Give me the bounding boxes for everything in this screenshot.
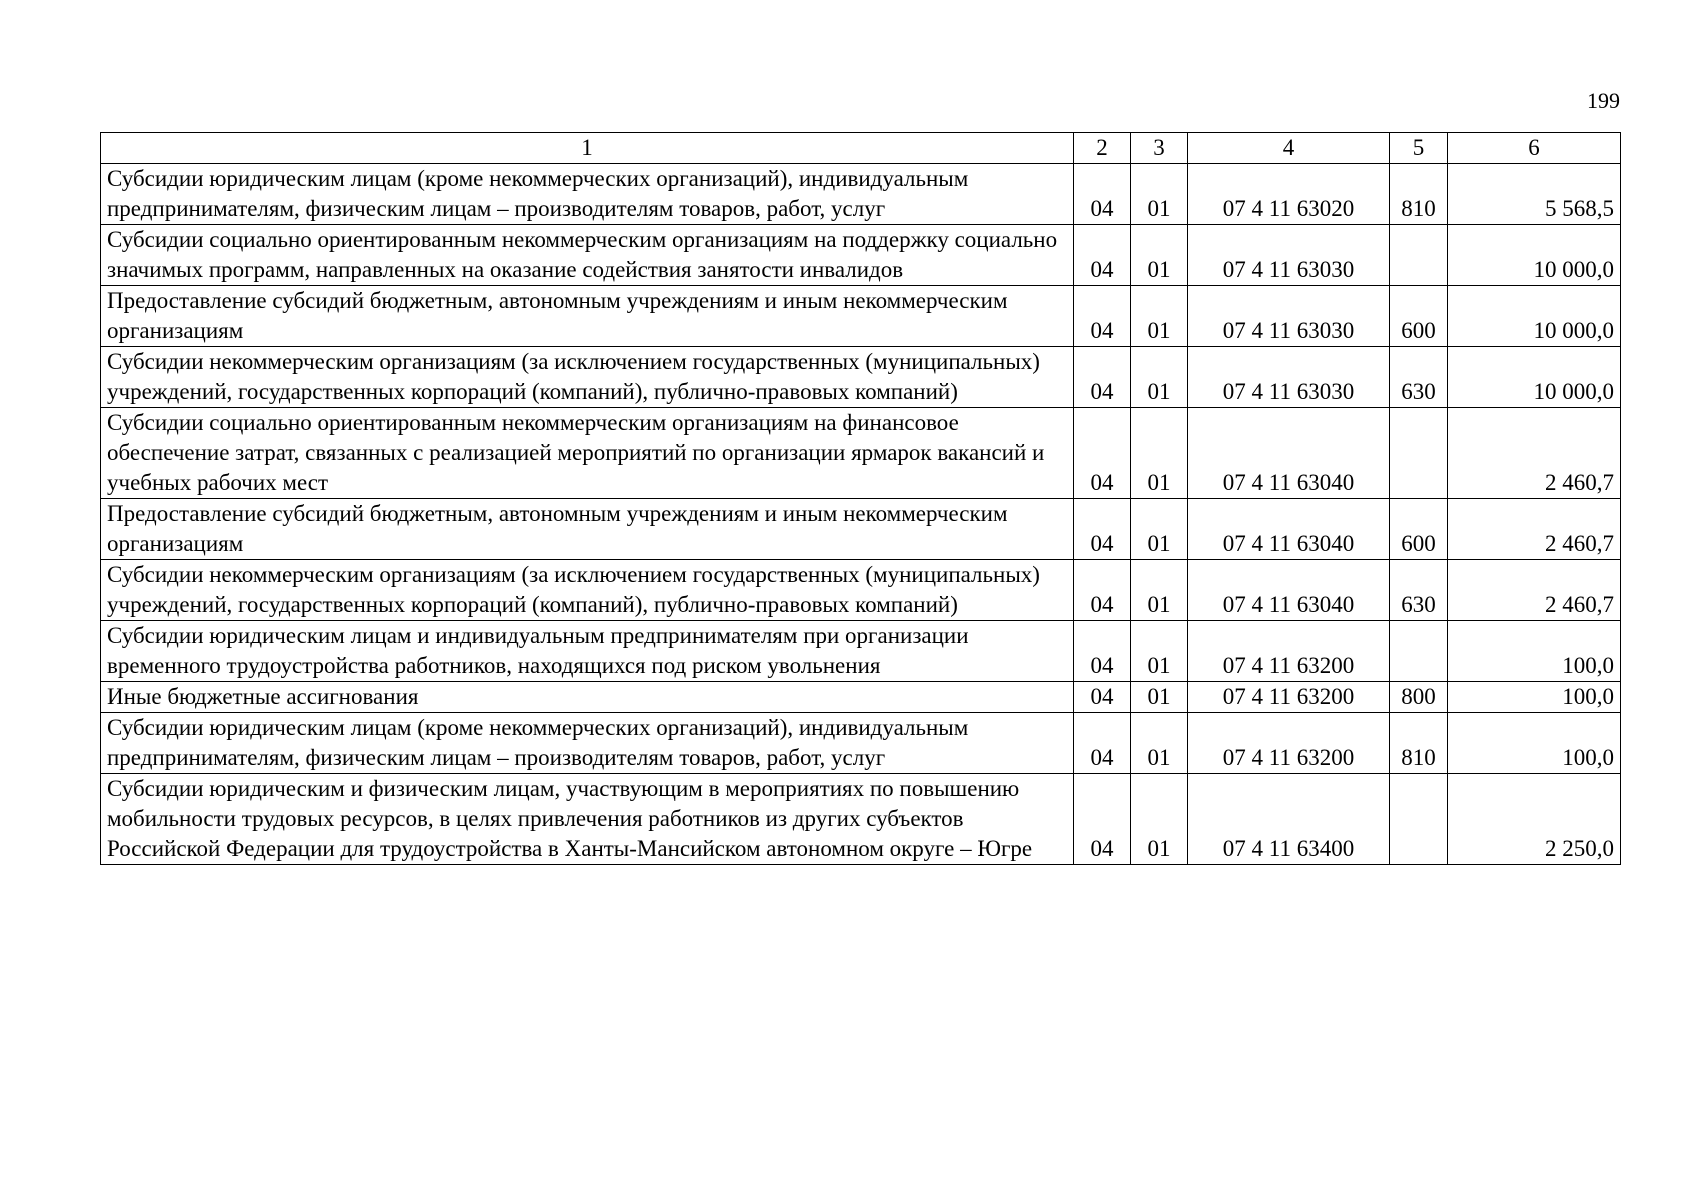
row-name: Предоставление субсидий бюджетным, автономным учреждениям и иным некоммерческим организациям [101,499,1074,560]
row-section: 04 [1074,560,1131,621]
table-body [101,164,1621,865]
row-expense-type: 800 [1390,682,1448,713]
header-col-3: 3 [1131,133,1188,164]
row-name: Субсидии юридическим лицам (кроме некоммерческих организаций), индивидуальным предпринимателям, физическим лицам – производителям товаров, работ, услуг [101,164,1074,225]
row-amount: 2 250,0 [1448,774,1621,865]
row-section: 04 [1074,621,1131,682]
row-subsection: 01 [1131,347,1188,408]
header-row [101,133,1621,164]
row-name: Субсидии юридическим и физическим лицам, участвующим в мероприятиях по повышению мобильности трудовых ресурсов, в целях привлечения работников из других субъектов Российской Федерации для трудоустройства в Ханты-Мансийском автономном округе – Югре [101,774,1074,865]
header-col-4: 4 [1188,133,1390,164]
table-row [101,621,1621,682]
row-target-code: 07 4 11 63400 [1188,774,1390,865]
row-amount: 2 460,7 [1448,560,1621,621]
row-expense-type: 600 [1390,286,1448,347]
row-name: Субсидии юридическим лицам и индивидуальным предпринимателям при организации временного трудоустройства работников, находящихся под риском увольнения [101,621,1074,682]
table-row [101,713,1621,774]
row-amount: 2 460,7 [1448,499,1621,560]
table-row [101,286,1621,347]
row-section: 04 [1074,286,1131,347]
row-expense-type [1390,774,1448,865]
row-name: Субсидии социально ориентированным некоммерческим организациям на поддержку социально значимых программ, направленных на оказание содействия занятости инвалидов [101,225,1074,286]
row-target-code: 07 4 11 63200 [1188,713,1390,774]
row-subsection: 01 [1131,682,1188,713]
row-amount: 100,0 [1448,682,1621,713]
row-section: 04 [1074,499,1131,560]
row-subsection: 01 [1131,774,1188,865]
table-row [101,682,1621,713]
row-subsection: 01 [1131,286,1188,347]
row-name: Иные бюджетные ассигнования [101,682,1074,713]
row-section: 04 [1074,347,1131,408]
row-amount: 10 000,0 [1448,347,1621,408]
row-amount: 10 000,0 [1448,225,1621,286]
row-name: Субсидии юридическим лицам (кроме некоммерческих организаций), индивидуальным предпринимателям, физическим лицам – производителям товаров, работ, услуг [101,713,1074,774]
row-expense-type [1390,225,1448,286]
row-expense-type: 630 [1390,347,1448,408]
row-name: Субсидии некоммерческим организациям (за исключением государственных (муниципальных) учреждений, государственных корпораций (компаний), публично-правовых компаний) [101,347,1074,408]
row-subsection: 01 [1131,621,1188,682]
row-amount: 100,0 [1448,621,1621,682]
page-number: 199 [1587,88,1620,113]
row-expense-type: 630 [1390,560,1448,621]
table-row [101,225,1621,286]
row-section: 04 [1074,713,1131,774]
row-amount: 2 460,7 [1448,408,1621,499]
row-name: Предоставление субсидий бюджетным, автономным учреждениям и иным некоммерческим организациям [101,286,1074,347]
row-target-code: 07 4 11 63200 [1188,621,1390,682]
row-subsection: 01 [1131,408,1188,499]
row-section: 04 [1074,774,1131,865]
row-subsection: 01 [1131,713,1188,774]
header-col-5: 5 [1390,133,1448,164]
row-subsection: 01 [1131,164,1188,225]
row-target-code: 07 4 11 63040 [1188,499,1390,560]
table-row [101,499,1621,560]
row-target-code: 07 4 11 63040 [1188,560,1390,621]
table-row [101,560,1621,621]
row-section: 04 [1074,225,1131,286]
table-row [101,774,1621,865]
row-section: 04 [1074,164,1131,225]
row-subsection: 01 [1131,225,1188,286]
row-subsection: 01 [1131,560,1188,621]
header-col-1: 1 [101,133,1074,164]
row-target-code: 07 4 11 63200 [1188,682,1390,713]
row-target-code: 07 4 11 63020 [1188,164,1390,225]
row-amount: 10 000,0 [1448,286,1621,347]
row-amount: 5 568,5 [1448,164,1621,225]
header-col-6: 6 [1448,133,1621,164]
row-target-code: 07 4 11 63030 [1188,286,1390,347]
row-amount: 100,0 [1448,713,1621,774]
row-section: 04 [1074,408,1131,499]
row-expense-type [1390,408,1448,499]
table-row [101,347,1621,408]
header-col-2: 2 [1074,133,1131,164]
row-target-code: 07 4 11 63040 [1188,408,1390,499]
row-target-code: 07 4 11 63030 [1188,225,1390,286]
row-expense-type: 810 [1390,164,1448,225]
row-name: Субсидии социально ориентированным некоммерческим организациям на финансовое обеспечение затрат, связанных с реализацией мероприятий по организации ярмарок вакансий и учебных рабочих мест [101,408,1074,499]
table-row [101,408,1621,499]
row-expense-type [1390,621,1448,682]
row-expense-type: 600 [1390,499,1448,560]
table-row [101,164,1621,225]
row-target-code: 07 4 11 63030 [1188,347,1390,408]
row-name: Субсидии некоммерческим организациям (за исключением государственных (муниципальных) учреждений, государственных корпораций (компаний), публично-правовых компаний) [101,560,1074,621]
row-expense-type: 810 [1390,713,1448,774]
row-subsection: 01 [1131,499,1188,560]
budget-table [100,132,1621,865]
row-section: 04 [1074,682,1131,713]
